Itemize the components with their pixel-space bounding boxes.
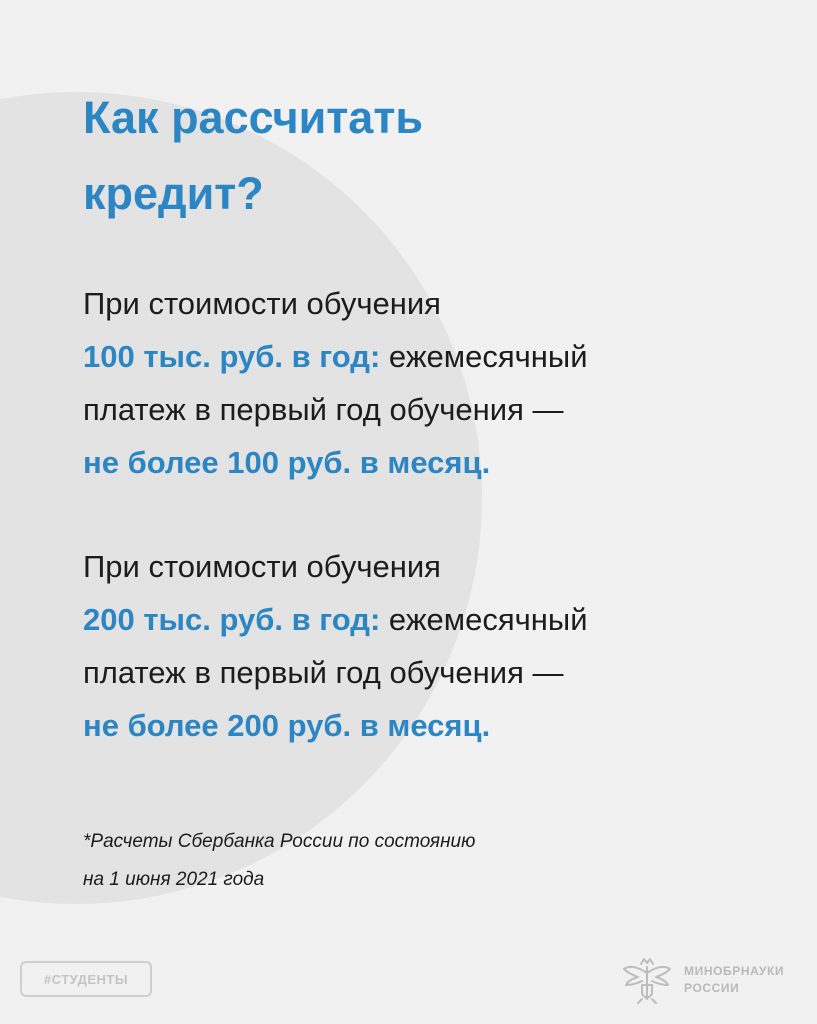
eagle-emblem-icon xyxy=(620,955,674,1005)
block-amount: 200 тыс. руб. в год: xyxy=(83,602,381,637)
block-line-3: платеж в первый год обучения — xyxy=(83,655,564,690)
logo-line-2: РОССИИ xyxy=(684,981,740,995)
block-limit: не более 200 руб. в месяц. xyxy=(83,708,491,743)
page-title xyxy=(83,80,643,232)
block-limit: не более 100 руб. в месяц. xyxy=(83,445,491,480)
ministry-logo xyxy=(620,955,784,1005)
block-after-amount: ежемесячный xyxy=(380,339,588,374)
block-intro: При стоимости обучения xyxy=(83,286,441,321)
title-line-2: кредит? xyxy=(83,168,264,219)
footnote xyxy=(83,823,475,899)
block-line-3: платеж в первый год обучения — xyxy=(83,392,564,427)
block-after-amount: ежемесячный xyxy=(380,602,588,637)
payment-block-200 xyxy=(83,540,783,752)
footnote-line-2: на 1 июня 2021 года xyxy=(83,869,265,890)
hashtag-badge: #СТУДЕНТЫ xyxy=(20,961,152,997)
block-amount: 100 тыс. руб. в год: xyxy=(83,339,381,374)
logo-text xyxy=(684,963,784,997)
logo-line-1: МИНОБРНАУКИ xyxy=(684,964,785,978)
payment-block-100 xyxy=(83,277,783,489)
footnote-line-1: *Расчеты Сбербанка России по состоянию xyxy=(83,831,476,852)
title-line-1: Как рассчитать xyxy=(83,92,424,143)
block-intro: При стоимости обучения xyxy=(83,549,441,584)
